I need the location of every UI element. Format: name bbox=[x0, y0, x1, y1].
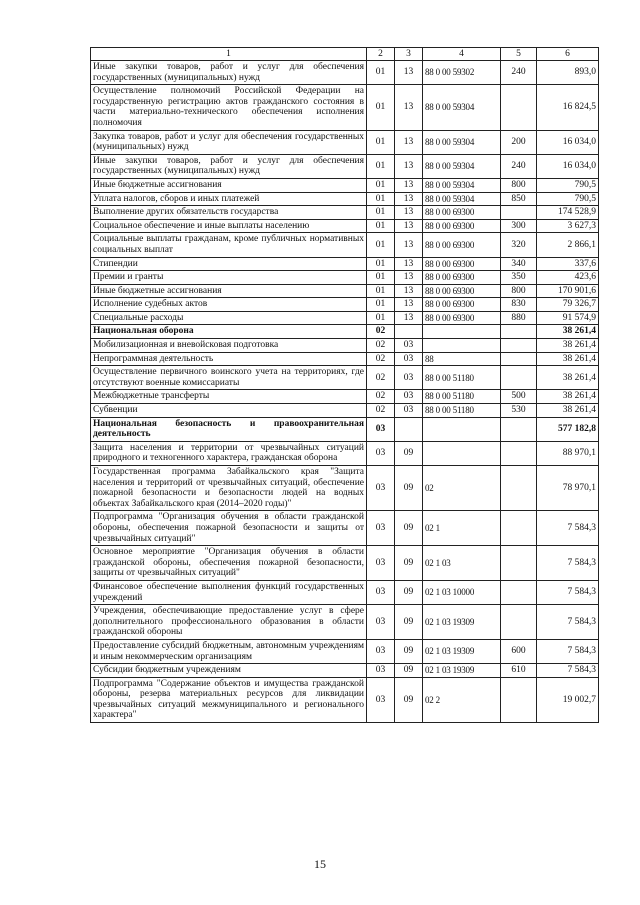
row-target-article: 02 1 03 10000 bbox=[423, 580, 501, 604]
row-section: 01 bbox=[367, 233, 395, 257]
row-expense-type: 530 bbox=[501, 404, 537, 418]
row-section: 01 bbox=[367, 271, 395, 285]
row-amount: 38 261,4 bbox=[537, 390, 599, 404]
table-row bbox=[91, 192, 599, 206]
row-section: 01 bbox=[367, 219, 395, 233]
row-name: Социальные выплаты гражданам, кроме публичных нормативных социальных выплат bbox=[91, 233, 367, 257]
row-target-article bbox=[423, 325, 501, 339]
table-row bbox=[91, 352, 599, 366]
table-header-row bbox=[91, 48, 599, 61]
row-amount: 91 574,9 bbox=[537, 311, 599, 325]
row-subsection: 09 bbox=[395, 639, 423, 663]
row-expense-type: 830 bbox=[501, 298, 537, 312]
row-amount: 423,6 bbox=[537, 271, 599, 285]
row-section: 01 bbox=[367, 85, 395, 130]
row-subsection: 13 bbox=[395, 85, 423, 130]
row-target-article: 88 0 00 69300 bbox=[423, 206, 501, 220]
table-row bbox=[91, 325, 599, 339]
row-expense-type bbox=[501, 206, 537, 220]
row-subsection: 03 bbox=[395, 404, 423, 418]
table-row bbox=[91, 605, 599, 640]
row-section: 01 bbox=[367, 284, 395, 298]
table-row bbox=[91, 546, 599, 581]
row-amount: 7 584,3 bbox=[537, 639, 599, 663]
row-section: 03 bbox=[367, 511, 395, 546]
row-expense-type bbox=[501, 605, 537, 640]
row-target-article: 88 0 00 69300 bbox=[423, 311, 501, 325]
row-subsection: 09 bbox=[395, 580, 423, 604]
header-col-section: 2 bbox=[367, 48, 395, 61]
table-row bbox=[91, 441, 599, 465]
row-amount: 38 261,4 bbox=[537, 404, 599, 418]
table-row bbox=[91, 677, 599, 722]
row-subsection: 13 bbox=[395, 284, 423, 298]
row-expense-type: 300 bbox=[501, 219, 537, 233]
row-subsection: 13 bbox=[395, 154, 423, 178]
row-expense-type bbox=[501, 546, 537, 581]
row-target-article: 88 0 00 69300 bbox=[423, 233, 501, 257]
table-row bbox=[91, 154, 599, 178]
row-name: Уплата налогов, сборов и иных платежей bbox=[91, 192, 367, 206]
row-name: Социальное обеспечение и иные выплаты населению bbox=[91, 219, 367, 233]
row-expense-type: 850 bbox=[501, 192, 537, 206]
table-row bbox=[91, 339, 599, 353]
row-name: Выполнение других обязательств государства bbox=[91, 206, 367, 220]
table-row bbox=[91, 580, 599, 604]
row-subsection: 09 bbox=[395, 605, 423, 640]
row-name: Осуществление первичного воинского учета на территориях, где отсутствуют военные комиссариаты bbox=[91, 366, 367, 390]
row-subsection: 09 bbox=[395, 466, 423, 511]
table-row bbox=[91, 311, 599, 325]
header-col-target-article: 4 bbox=[423, 48, 501, 61]
row-section: 02 bbox=[367, 352, 395, 366]
row-subsection: 13 bbox=[395, 178, 423, 192]
table-row bbox=[91, 271, 599, 285]
row-target-article bbox=[423, 441, 501, 465]
row-name: Специальные расходы bbox=[91, 311, 367, 325]
row-target-article: 88 0 00 59304 bbox=[423, 192, 501, 206]
row-section: 03 bbox=[367, 466, 395, 511]
page-number: 15 bbox=[314, 857, 326, 871]
row-name: Субвенции bbox=[91, 404, 367, 418]
budget-table bbox=[90, 47, 599, 723]
row-name: Межбюджетные трансферты bbox=[91, 390, 367, 404]
row-name: Основное мероприятие "Организация обучения в области гражданской обороны, обеспечения пожарной безопасности, защиты от чрезвычайных ситуаций" bbox=[91, 546, 367, 581]
row-name: Иные бюджетные ассигнования bbox=[91, 178, 367, 192]
row-section: 01 bbox=[367, 311, 395, 325]
row-subsection: 13 bbox=[395, 257, 423, 271]
row-subsection: 03 bbox=[395, 352, 423, 366]
table-row bbox=[91, 404, 599, 418]
table-body bbox=[91, 61, 599, 723]
row-expense-type: 240 bbox=[501, 61, 537, 85]
table-row bbox=[91, 130, 599, 154]
row-expense-type bbox=[501, 466, 537, 511]
row-amount: 7 584,3 bbox=[537, 605, 599, 640]
row-section: 02 bbox=[367, 404, 395, 418]
table-row bbox=[91, 366, 599, 390]
row-section: 03 bbox=[367, 441, 395, 465]
row-name: Подпрограмма "Содержание объектов и имущества гражданской обороны, резерва материальных ресурсов для ликвидации чрезвычайных ситуаций межмуниципального и регионального характера" bbox=[91, 677, 367, 722]
row-expense-type: 350 bbox=[501, 271, 537, 285]
row-subsection: 13 bbox=[395, 206, 423, 220]
row-expense-type bbox=[501, 352, 537, 366]
row-name: Исполнение судебных актов bbox=[91, 298, 367, 312]
row-section: 02 bbox=[367, 390, 395, 404]
table-row bbox=[91, 257, 599, 271]
row-section: 02 bbox=[367, 339, 395, 353]
table-row bbox=[91, 639, 599, 663]
row-expense-type: 880 bbox=[501, 311, 537, 325]
row-name: Иные закупки товаров, работ и услуг для обеспечения государственных (муниципальных) нужд bbox=[91, 61, 367, 85]
row-section: 01 bbox=[367, 61, 395, 85]
row-subsection: 13 bbox=[395, 219, 423, 233]
row-amount: 16 824,5 bbox=[537, 85, 599, 130]
row-section: 01 bbox=[367, 130, 395, 154]
row-target-article: 88 0 00 59304 bbox=[423, 154, 501, 178]
row-target-article: 88 bbox=[423, 352, 501, 366]
row-target-article: 88 0 00 51180 bbox=[423, 390, 501, 404]
row-target-article: 02 1 03 19309 bbox=[423, 664, 501, 678]
table-row bbox=[91, 233, 599, 257]
row-subsection: 09 bbox=[395, 441, 423, 465]
row-section: 01 bbox=[367, 154, 395, 178]
row-name: Подпрограмма "Организация обучения в области гражданской обороны, обеспечения пожарной безопасности и защиты от чрезвычайных ситуаций" bbox=[91, 511, 367, 546]
row-expense-type bbox=[501, 339, 537, 353]
table-row bbox=[91, 206, 599, 220]
table-row bbox=[91, 298, 599, 312]
row-name: Национальная безопасность и правоохранительная деятельность bbox=[91, 417, 367, 441]
row-subsection: 13 bbox=[395, 271, 423, 285]
row-subsection: 13 bbox=[395, 130, 423, 154]
row-expense-type: 500 bbox=[501, 390, 537, 404]
row-name: Иные закупки товаров, работ и услуг для обеспечения государственных (муниципальных) нужд bbox=[91, 154, 367, 178]
row-section: 03 bbox=[367, 639, 395, 663]
row-section: 03 bbox=[367, 580, 395, 604]
row-target-article: 02 1 03 19309 bbox=[423, 639, 501, 663]
row-section: 03 bbox=[367, 677, 395, 722]
row-subsection: 09 bbox=[395, 677, 423, 722]
table-row bbox=[91, 219, 599, 233]
row-amount: 38 261,4 bbox=[537, 352, 599, 366]
row-subsection: 09 bbox=[395, 664, 423, 678]
row-amount: 174 528,9 bbox=[537, 206, 599, 220]
row-section: 03 bbox=[367, 664, 395, 678]
row-amount: 19 002,7 bbox=[537, 677, 599, 722]
row-target-article: 88 0 00 51180 bbox=[423, 404, 501, 418]
row-name: Закупка товаров, работ и услуг для обеспечения государственных (муниципальных) нужд bbox=[91, 130, 367, 154]
row-subsection: 09 bbox=[395, 511, 423, 546]
row-name: Финансовое обеспечение выполнения функций государственных учреждений bbox=[91, 580, 367, 604]
table-row bbox=[91, 466, 599, 511]
row-amount: 790,5 bbox=[537, 178, 599, 192]
row-name: Субсидии бюджетным учреждениям bbox=[91, 664, 367, 678]
row-subsection: 13 bbox=[395, 298, 423, 312]
row-amount: 7 584,3 bbox=[537, 664, 599, 678]
row-name: Осуществление полномочий Российской Федерации на государственную регистрацию актов гражданского состояния в части материально-технического обеспечения исполнения полномочия bbox=[91, 85, 367, 130]
row-amount: 893,0 bbox=[537, 61, 599, 85]
row-target-article: 88 0 00 59302 bbox=[423, 61, 501, 85]
row-name: Предоставление субсидий бюджетным, автономным учреждениям и иным некоммерческим организациям bbox=[91, 639, 367, 663]
row-target-article: 02 1 bbox=[423, 511, 501, 546]
row-expense-type: 320 bbox=[501, 233, 537, 257]
table-row bbox=[91, 417, 599, 441]
row-amount: 577 182,8 bbox=[537, 417, 599, 441]
row-amount: 790,5 bbox=[537, 192, 599, 206]
row-expense-type: 340 bbox=[501, 257, 537, 271]
row-amount: 7 584,3 bbox=[537, 580, 599, 604]
row-target-article: 88 0 00 69300 bbox=[423, 271, 501, 285]
row-amount: 88 970,1 bbox=[537, 441, 599, 465]
row-subsection: 09 bbox=[395, 546, 423, 581]
row-section: 03 bbox=[367, 605, 395, 640]
row-expense-type: 200 bbox=[501, 130, 537, 154]
row-name: Иные бюджетные ассигнования bbox=[91, 284, 367, 298]
row-expense-type: 240 bbox=[501, 154, 537, 178]
row-target-article: 88 0 00 69300 bbox=[423, 257, 501, 271]
row-target-article: 88 0 00 69300 bbox=[423, 298, 501, 312]
row-section: 01 bbox=[367, 206, 395, 220]
row-section: 01 bbox=[367, 257, 395, 271]
row-target-article: 02 1 03 19309 bbox=[423, 605, 501, 640]
table-row bbox=[91, 61, 599, 85]
row-amount: 79 326,7 bbox=[537, 298, 599, 312]
row-expense-type: 800 bbox=[501, 178, 537, 192]
row-target-article: 88 0 00 59304 bbox=[423, 130, 501, 154]
row-section: 03 bbox=[367, 546, 395, 581]
row-amount: 38 261,4 bbox=[537, 325, 599, 339]
table-row bbox=[91, 511, 599, 546]
row-expense-type bbox=[501, 417, 537, 441]
header-col-amount: 6 bbox=[537, 48, 599, 61]
row-expense-type bbox=[501, 677, 537, 722]
row-section: 01 bbox=[367, 178, 395, 192]
header-col-expense-type: 5 bbox=[501, 48, 537, 61]
row-subsection: 13 bbox=[395, 61, 423, 85]
row-section: 02 bbox=[367, 325, 395, 339]
row-name: Мобилизационная и вневойсковая подготовка bbox=[91, 339, 367, 353]
row-target-article: 02 bbox=[423, 466, 501, 511]
row-expense-type: 600 bbox=[501, 639, 537, 663]
row-section: 01 bbox=[367, 192, 395, 206]
row-expense-type bbox=[501, 580, 537, 604]
row-amount: 170 901,6 bbox=[537, 284, 599, 298]
header-col-subsection: 3 bbox=[395, 48, 423, 61]
row-target-article bbox=[423, 417, 501, 441]
row-target-article: 02 1 03 bbox=[423, 546, 501, 581]
row-target-article: 88 0 00 69300 bbox=[423, 219, 501, 233]
row-expense-type: 800 bbox=[501, 284, 537, 298]
row-amount: 16 034,0 bbox=[537, 154, 599, 178]
table-row bbox=[91, 85, 599, 130]
row-subsection: 13 bbox=[395, 233, 423, 257]
row-target-article: 88 0 00 59304 bbox=[423, 85, 501, 130]
row-amount: 337,6 bbox=[537, 257, 599, 271]
row-amount: 16 034,0 bbox=[537, 130, 599, 154]
row-section: 01 bbox=[367, 298, 395, 312]
row-name: Непрограммная деятельность bbox=[91, 352, 367, 366]
row-amount: 7 584,3 bbox=[537, 546, 599, 581]
row-target-article bbox=[423, 339, 501, 353]
row-section: 02 bbox=[367, 366, 395, 390]
row-name: Национальная оборона bbox=[91, 325, 367, 339]
row-subsection: 03 bbox=[395, 339, 423, 353]
table-row bbox=[91, 390, 599, 404]
table-row bbox=[91, 178, 599, 192]
row-amount: 38 261,4 bbox=[537, 366, 599, 390]
row-expense-type bbox=[501, 366, 537, 390]
row-name: Стипендии bbox=[91, 257, 367, 271]
row-subsection: 03 bbox=[395, 390, 423, 404]
row-name: Учреждения, обеспечивающие предоставление услуг в сфере дополнительного профессионального образования в области гражданской обороны bbox=[91, 605, 367, 640]
row-subsection: 03 bbox=[395, 366, 423, 390]
header-col-name: 1 bbox=[91, 48, 367, 61]
row-name: Премии и гранты bbox=[91, 271, 367, 285]
row-target-article: 88 0 00 69300 bbox=[423, 284, 501, 298]
row-expense-type bbox=[501, 85, 537, 130]
row-target-article: 88 0 00 59304 bbox=[423, 178, 501, 192]
row-name: Защита населения и территории от чрезвычайных ситуаций природного и техногенного характера, гражданская оборона bbox=[91, 441, 367, 465]
row-expense-type: 610 bbox=[501, 664, 537, 678]
row-target-article: 88 0 00 51180 bbox=[423, 366, 501, 390]
row-target-article: 02 2 bbox=[423, 677, 501, 722]
row-subsection: 13 bbox=[395, 192, 423, 206]
row-subsection bbox=[395, 325, 423, 339]
row-amount: 78 970,1 bbox=[537, 466, 599, 511]
row-expense-type bbox=[501, 441, 537, 465]
row-amount: 2 866,1 bbox=[537, 233, 599, 257]
table-row bbox=[91, 284, 599, 298]
row-amount: 7 584,3 bbox=[537, 511, 599, 546]
table-row bbox=[91, 664, 599, 678]
row-subsection: 13 bbox=[395, 311, 423, 325]
row-amount: 3 627,3 bbox=[537, 219, 599, 233]
row-subsection bbox=[395, 417, 423, 441]
row-expense-type bbox=[501, 511, 537, 546]
row-expense-type bbox=[501, 325, 537, 339]
row-amount: 38 261,4 bbox=[537, 339, 599, 353]
row-section: 03 bbox=[367, 417, 395, 441]
row-name: Государственная программа Забайкальского края "Защита населения и территорий от чрезвычайных ситуаций, обеспечение пожарной безопасности и безопасности людей на водных объектах Забайкальского края (2014–2020 годы)" bbox=[91, 466, 367, 511]
